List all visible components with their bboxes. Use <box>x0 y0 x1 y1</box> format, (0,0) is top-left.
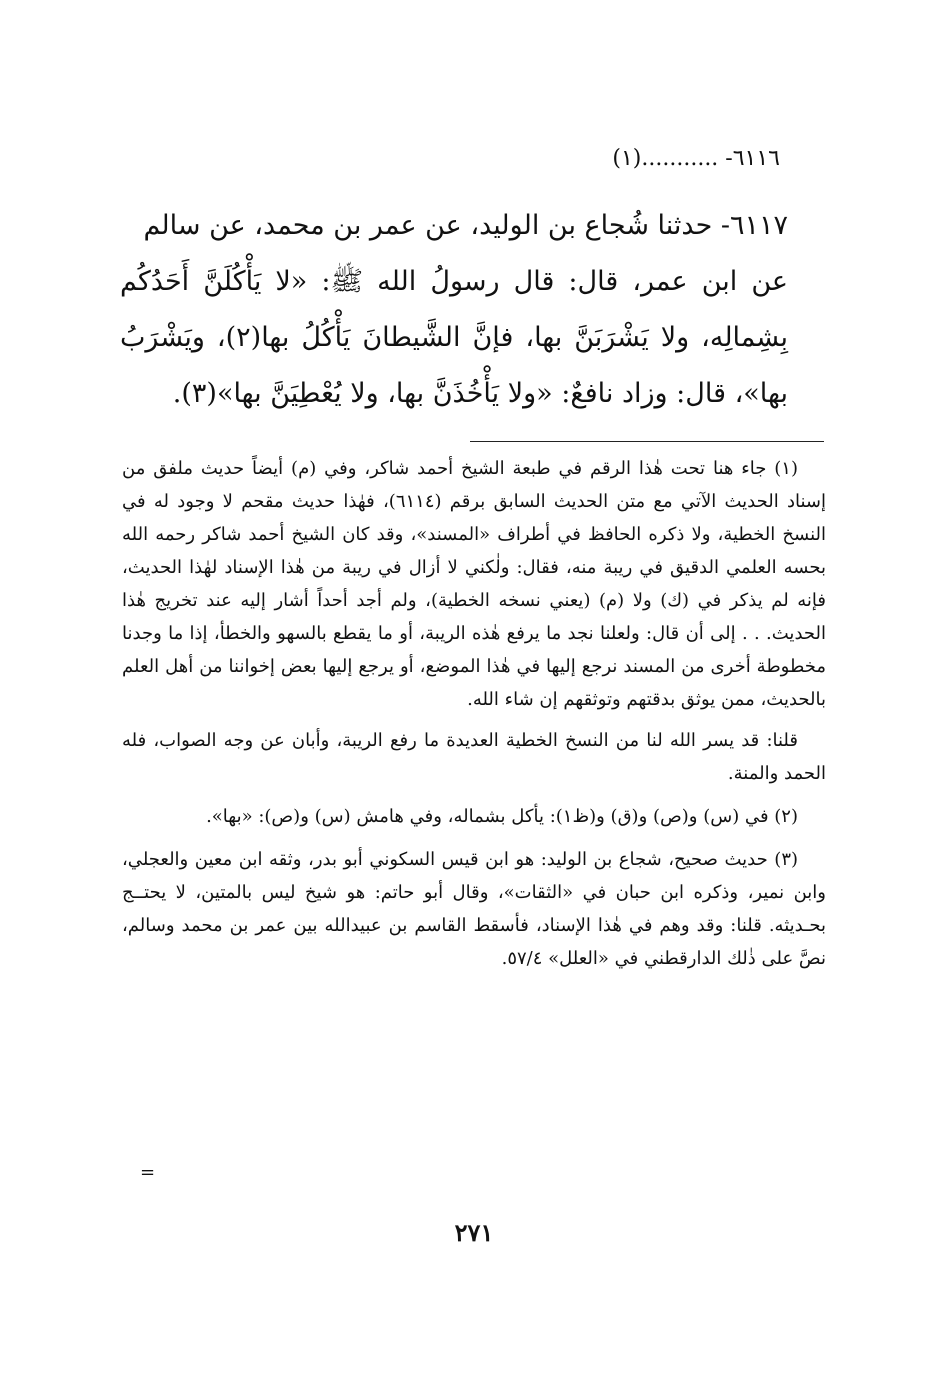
hadith-6117-isnad-line: ٦١١٧- حدثنا شُجاع بن الوليد، عن عمر بن محمد، عن سالم <box>143 210 788 241</box>
footnote-2: (٢) في (س) و(ص) و(ق) و(ظ١): يأكل بشماله، وفي هامش (س) و(ص): «بها». <box>206 806 798 827</box>
footnote-3: (٣) حديث صحيح، شجاع بن الوليد: هو ابن قيس السكوني أبو بدر، وثقه ابن معين والعجلي، وابن نمير، وذكره ابن حبان في «الثقات»، وقال أبو حاتم: هو شيخ ليس بالمتين، لا يحتــج بحـديثه. قلنا: وقد وهم في هٰذا الإسناد، فأسقط القاسم بن عبيدالله بين عمر بن محمد وسالم، نصَّ على ذٰلك الدارقطني في «العلل» ٥٧/٤. <box>122 849 826 969</box>
footnotes <box>122 452 826 975</box>
footnote-1: (١) جاء هنا تحت هٰذا الرقم في طبعة الشيخ أحمد شاكر، وفي (م) أيضاً حديث ملفق من إسناد الحديث الآتي مع متن الحديث السابق برقم (٦١١٤)، فهٰذا حديث مقحم لا وجود له في النسخ الخطية، ولا ذكره الحافظ في أطراف «المسند»، وقد كان الشيخ أحمد شاكر رحمه الله بحسه العلمي الدقيق في ريبة منه، فقال: ولٰكني لا أزال في ريبة من هٰذا الإسناد لهٰذا الحديث، فإنه لم يذكر في (ك) ولا (م) (يعني نسخه الخطية)، ولم أجد أحداً أشار إليه عند تخريج هٰذا الحديث. . . إلى أن قال: ولعلنا نجد ما يرفع هٰذه الريبة، أو ما يقطع بالسهو والخطأ، إذا ما وجدنا مخطوطة أخرى من المسند نرجع إليها في هٰذا الموضع، أو يرجع إليها بعض إخواننا من أهل العلم بالحديث، ممن يوثق بدقتهم وتوثقهم إن شاء الله. <box>122 458 826 710</box>
continuation-mark: = <box>140 1162 156 1183</box>
footnote-1-continuation: قلنا: قد يسر الله لنا من النسخ الخطية العديدة ما رفع الريبة، وأبان عن وجه الصواب، فله الحمد والمنة. <box>122 730 826 784</box>
footnote-divider <box>470 441 824 442</box>
page-number: ٢٧١ <box>454 1218 494 1247</box>
hadith-6116-placeholder: ٦١١٦- ...........(١) <box>612 146 780 171</box>
hadith-6117 <box>120 198 788 422</box>
hadith-6117-matn: عن ابن عمر، قال: قال رسولُ الله ﷺ: «لا يَأْكُلَنَّ أَحَدُكُم بِشِمالِه، ولا يَشْرَبَنَّ بها، فإنَّ الشَّيطانَ يَأْكُلُ بها(٢)، ويَشْرَبُ بها»، قال: وزاد نافعٌ: «ولا يَأْخُذَنَّ بها، ولا يُعْطِيَنَّ بها»(٣). <box>120 266 788 409</box>
